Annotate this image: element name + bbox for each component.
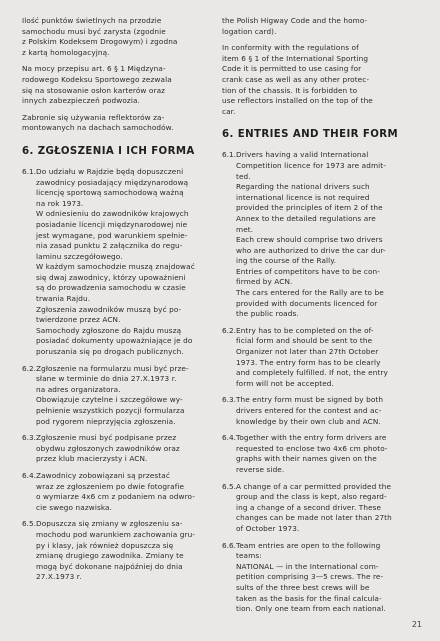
item-number: 6.5. <box>22 519 36 529</box>
item-text: Entry has to be completed on the of- ficial form and should be sent to the Organizer not later than 27th October 1973. The entry form has to be clearly and completely fulfilled. If not, the entry form will not be accepted. <box>236 325 388 388</box>
item-number: 6.3. <box>222 395 236 405</box>
english-intro-paragraph-1: the Polish Higway Code and the homo- logation card). <box>222 16 368 36</box>
polish-column <box>22 16 218 589</box>
item-number: 6.2. <box>22 363 36 373</box>
item-text: A change of a car permitted provided the group and the class is kept, also regard- ing a change of a second driver. These changes can be made not later than 27th of October 1973. <box>236 481 392 533</box>
polish-section-heading: 6. ZGŁOSZENIA I ICH FORMA <box>22 145 195 157</box>
item-number: 6.5. <box>222 481 236 491</box>
english-item-6-2 <box>222 326 422 390</box>
polish-item-6-1 <box>22 167 218 358</box>
item-number: 6.6. <box>222 540 236 550</box>
english-item-6-5 <box>222 482 422 535</box>
item-text: Zawodnicy zobowiązani są przestać wraz ze zgłoszeniem po dwie fotografie o wymiarze 4x6 cm z podaniem na odwro- cie swego nazwiska. <box>36 470 195 512</box>
polish-intro-paragraph-3: Zabronie się używania reflektorów za- montowanych na dachach samochodów. <box>22 112 174 133</box>
item-number: 6.1. <box>22 166 36 176</box>
item-number: 6.3. <box>22 433 36 443</box>
item-text: Drivers having a valid International Competition licence for 1973 are admit- ted. Regarding the national drivers such international licence is not required provided the principles of item 2 of the Annex to the detailed regulations are met. Each crew should comprise two drivers who are authorized to drive the car dur- ing the course of the Rally. Entries of competitors have to be con- firmed by ACN. The cars entered for the Rally are to be provided with documents licenced for the public roads. <box>236 150 386 319</box>
item-text: The entry form must be signed by both drivers entered for the contest and ac- knowledge by their own club and ACN. <box>236 395 384 426</box>
english-item-6-6 <box>222 541 422 615</box>
english-column <box>222 16 422 621</box>
item-text: Do udziału w Rajdzie będą dopuszczeni zawodnicy posiadający międzynarodową licencję sportową samochodową ważną na rok 1973. W odniesieniu do zawodników krajowych posiadanie licencji międzynarodowej nie jest wymagane, pod warunkiem spełnie- nia zasad punktu 2 załącznika do regu- laminu szczegółowego. W każdym samochodzie muszą znajdować się dwaj zawodnicy, którzy upoważnieni są do prowadzenia samochodu w czasie trwania Rajdu. Zgłoszenia zawodników muszą być po- twierdzone przez ACN. Samochody zgłoszone do Rajdu muszą posiadać dokumenty upoważniające je do poruszania się po drogach publicznych. <box>36 166 195 357</box>
item-text: Team entries are open to the following teams: NATIONAL — in the International com- petition comprising 3—5 crews. The re- sults of the three best crews will be taken as the basis for the final calcula- tion. Only one team from each national. <box>236 540 386 614</box>
polish-item-6-2 <box>22 364 218 428</box>
item-number: 6.2. <box>222 325 236 335</box>
polish-item-6-3 <box>22 433 218 465</box>
polish-intro-paragraph-1: Ilość punktów świetlnych na przodzie samochodu musi być zarysta (zgodnie z Polskim Kodeksem Drogowym) i zgodna z kartą homologacyjną. <box>22 16 178 57</box>
polish-item-6-4 <box>22 471 218 513</box>
item-text: Zgłoszenie musi być podpisane przez obydwu zgłoszonych zawodników oraz przez klub macierzysty i ACN. <box>36 433 180 464</box>
english-item-6-3 <box>222 395 422 427</box>
item-text: Together with the entry form drivers are requested to enclose two 4x6 cm photo- graphs with their names given on the reverse side. <box>236 433 388 474</box>
item-text: Dopuszcza się zmiany w zgłoszeniu sa- mochodu pod warunkiem zachowania gru- py i klasy, jak również dopuszcza się zmianę drugiego zawodnika. Zmiany te mogą być dokonane najpóźniej do dnia 27.X.1973 r. <box>36 519 196 582</box>
english-section-heading: 6. ENTRIES AND THEIR FORM <box>222 129 399 141</box>
polish-intro-paragraph-2: Na mocy przepisu art. 6 § 1 Międzyna- rodowego Kodeksu Sportowego zezwala się na stosowanie osłon karterów oraz innych zabezpieczeń podwozia. <box>22 64 172 106</box>
page-number: 21 <box>411 620 422 629</box>
item-number: 6.4. <box>22 470 36 480</box>
item-number: 6.1. <box>222 150 236 160</box>
polish-item-6-5 <box>22 519 218 583</box>
english-item-6-4 <box>222 433 422 475</box>
english-item-6-1 <box>222 150 422 320</box>
item-text: Zgłoszenie na formularzu musi być prze- słane w terminie do dnia 27.X.1973 r. na adres organizatora. Obowiązuje czytelne i szczegółowe wy- pełnienie wszystkich pozycji formularza pod rygorem nieprzyjęcia zgłoszenia. <box>36 363 189 426</box>
english-intro-paragraph-2: In conformity with the regulations of item 6 § 1 of the International Sporting Code it is permitted to use casing for crank case as well as any other protec- tion of the chassis. It is forbidden to use reflectors installed on the top of the car. <box>222 43 373 116</box>
item-number: 6.4. <box>222 433 236 443</box>
